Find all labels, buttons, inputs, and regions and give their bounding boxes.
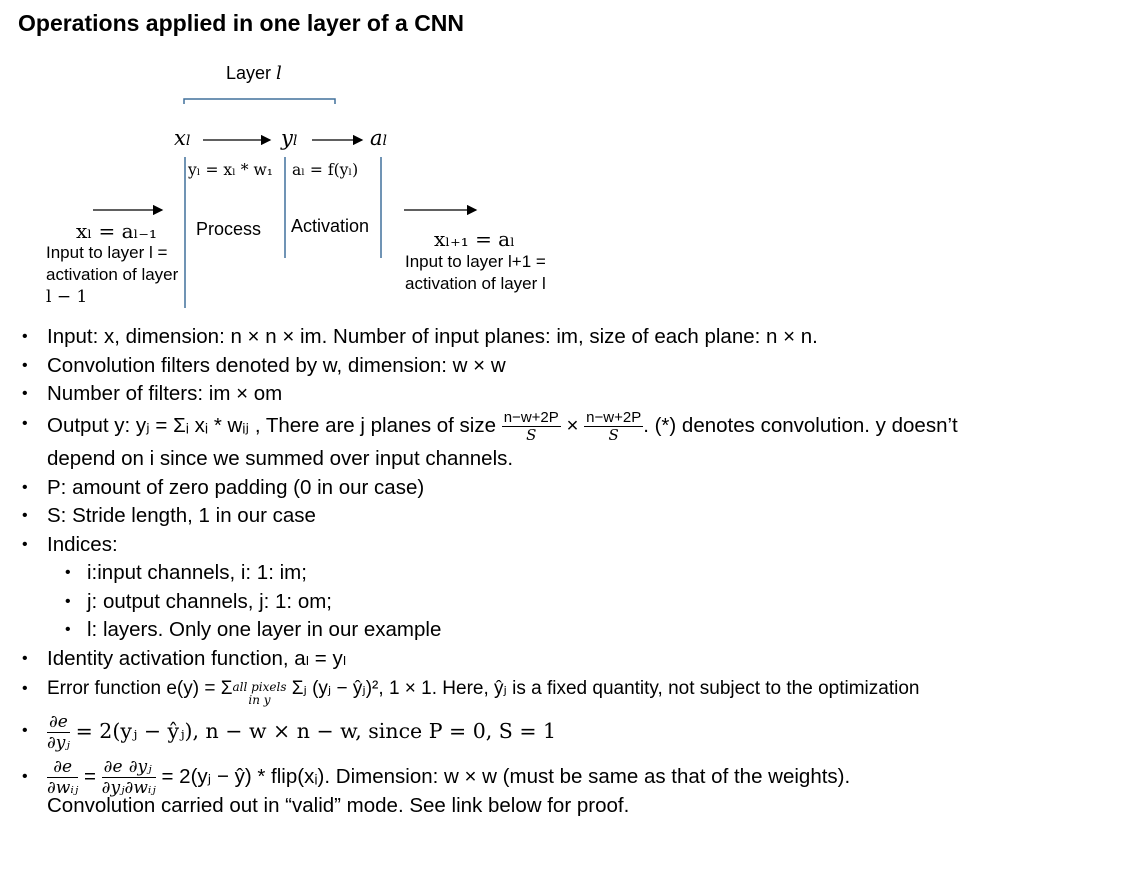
bullet-de-dw: • $\frac{\partial e}{\text{∂wᵢⱼ}}$ = $\frac{\partial e}{\text{∂yⱼ}}$ $\frac{\text{∂yⱼ}}{\text{∂wᵢⱼ}}$ = 2(yⱼ − ŷ) * flip(xᵢ). Dimension: w × w (must be same as that of the weights). Convolution carried out in “valid” mode. See link below for proof. [22,754,1122,818]
node-y: yl [281,126,298,150]
bullet-list [22,323,1122,818]
layer-bracket [184,99,335,104]
bullet-padding: • P: amount of zero padding (0 in our case) [22,474,1122,503]
process-label: Process [196,219,262,239]
input-equation: xₗ = aₗ₋₁ [76,219,157,243]
process-equation: yₗ = xₗ * w₁ [188,161,273,179]
bullet-number-filters: • Number of filters: im × om [22,380,1122,409]
node-a: al [370,126,388,150]
output-equation: xₗ₊₁ = aₗ [434,227,515,251]
sub-layers: • l: layers. Only one layer in our example [47,616,1122,645]
bullet-activation: • Identity activation function, aₗ = yₗ [22,645,1122,674]
bullet-de-dy: • $\frac{\partial e}{\text{∂yⱼ}}$ = 2(yⱼ − ŷⱼ), n − w × n − w, since P = 0, S = 1 [22,709,1122,754]
sub-output-channels: • j: output channels, j: 1: om; [47,588,1122,617]
bullet-input: • Input: x, dimension: n × n × im. Number of input planes: im, size of each plane: n × n. [22,323,1122,352]
bullet-indices: • Indices: • i:input channels, i: 1: im; • j: output channels, j: 1: om; • l: layers. Only one layer in our example [22,531,1122,645]
input-caption: Input to layer l = activation of layer l − 1 [46,243,179,307]
node-x: xl [174,126,191,150]
activation-equation: aₗ = f(yₗ) [292,161,359,179]
bullet-filters: • Convolution filters denoted by w, dimension: w × w [22,352,1122,381]
layer-label: Layer l [226,63,282,84]
page-title: Operations applied in one layer of a CNN [18,10,465,36]
activation-label: Activation [291,216,370,236]
bullet-output: • Output y: yⱼ = Σᵢ xᵢ * wᵢⱼ , There are j planes of size $\frac{n-w+2P}{S}$ × $\frac{n-w+2P}{S}$ . (*) denotes convolution. y doesn’t depend on i since we summed over input channels. [22,409,1122,474]
sub-input-channels: • i:input channels, i: 1: im; [47,559,1122,588]
bullet-stride: • S: Stride length, 1 in our case [22,502,1122,531]
indices-sublist [47,559,1122,645]
bullet-error-function: • Error function e(y) = Σall pixels in y Σⱼ (yⱼ − ŷⱼ)², 1 × 1. Here, ŷⱼ is a fixed quantity, not subject to the optimization [22,673,1122,707]
output-caption: Input to layer l+1 = activation of layer l [405,252,546,293]
